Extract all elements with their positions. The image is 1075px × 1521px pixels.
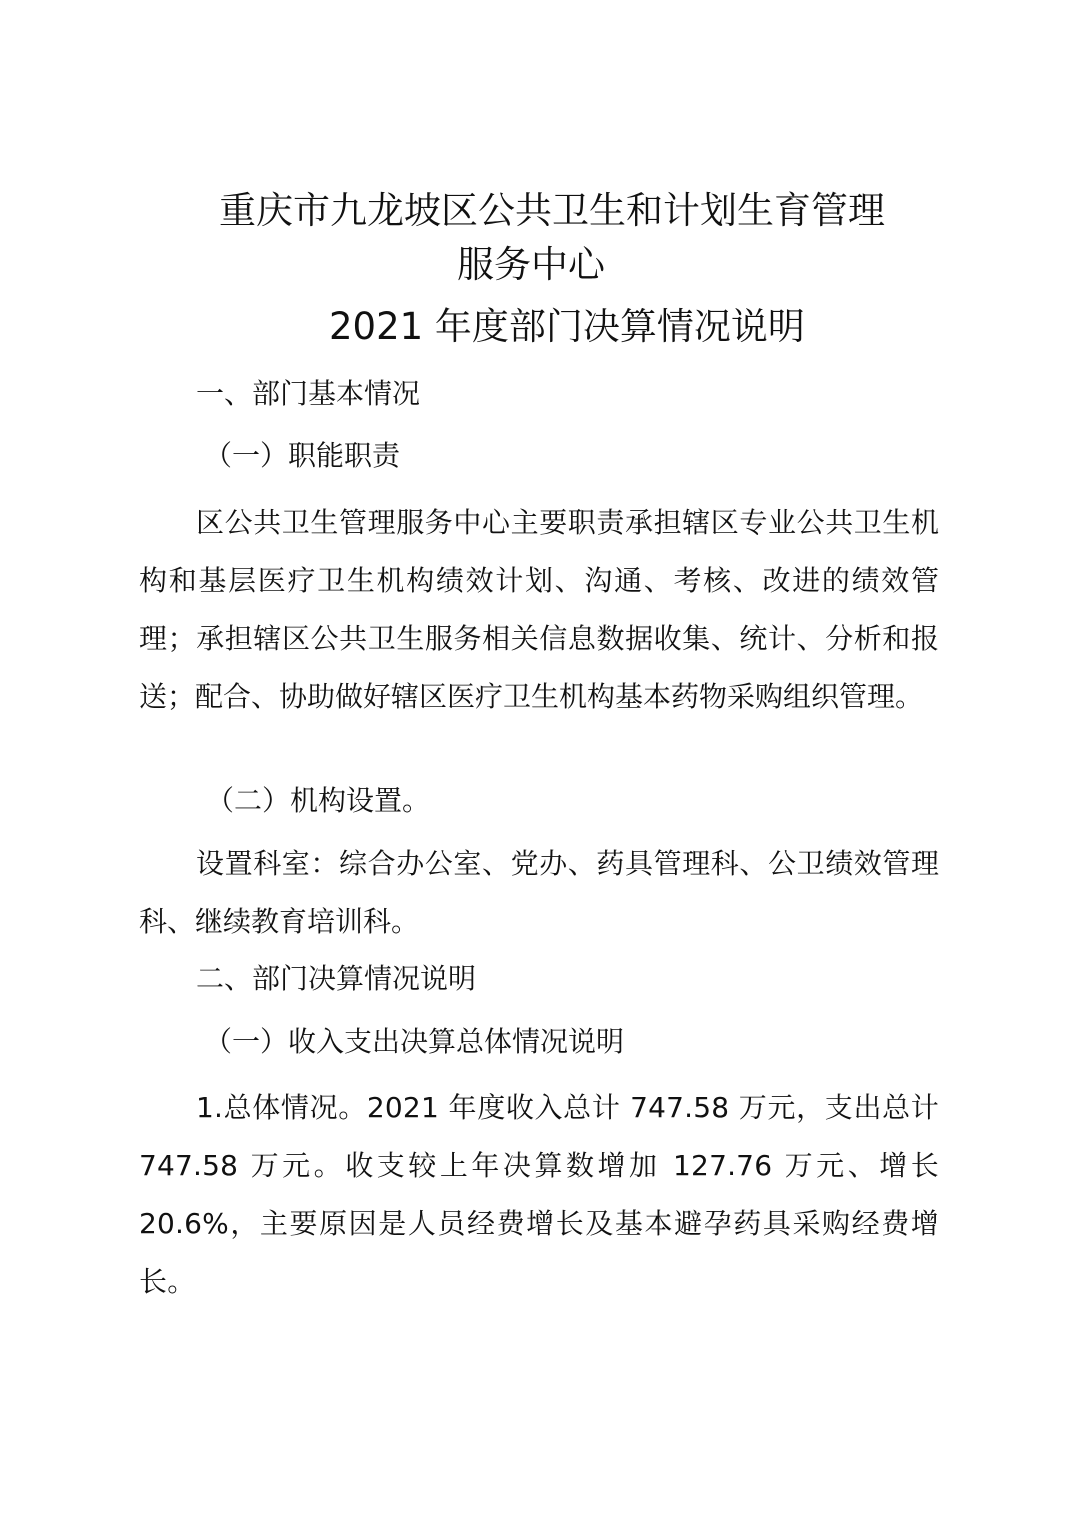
duties-subheading: （一）职能职责 — [204, 439, 401, 472]
document-title-line-2: 服务中心 — [457, 243, 605, 286]
income-expense-subheading: （一）收入支出决算总体情况说明 — [204, 1025, 625, 1058]
duties-paragraph: 区公共卫生管理服务中心主要职责承担辖区专业公共卫生机构和基层医疗卫生机构绩效计划、沟通、考核、改进的绩效管理；承担辖区公共卫生服务相关信息数据收集、统计、分析和报送；配合、协助做好辖区医疗卫生机构基本药物采购组织管理。 — [139, 506, 939, 713]
overall-situation-paragraph: 1.总体情况。2021 年度收入总计 747.58 万元，支出总计 747.58 万元。收支较上年决算数增加 127.76 万元、增长20.6%，主要原因是人员经费增长及基本避孕药具采购经费增长。 — [139, 1091, 939, 1298]
organization-paragraph: 设置科室：综合办公室、党办、药具管理科、公卫绩效管理科、继续教育培训科。 — [139, 847, 939, 938]
section-two-heading: 二、部门决算情况说明 — [196, 962, 477, 995]
organization-subheading: （二）机构设置。 — [206, 784, 431, 817]
section-one-heading: 一、部门基本情况 — [196, 377, 421, 410]
document-title-line-3: 2021 年度部门决算情况说明 — [329, 305, 805, 348]
document-title-line-1: 重庆市九龙坡区公共卫生和计划生育管理 — [219, 189, 885, 232]
